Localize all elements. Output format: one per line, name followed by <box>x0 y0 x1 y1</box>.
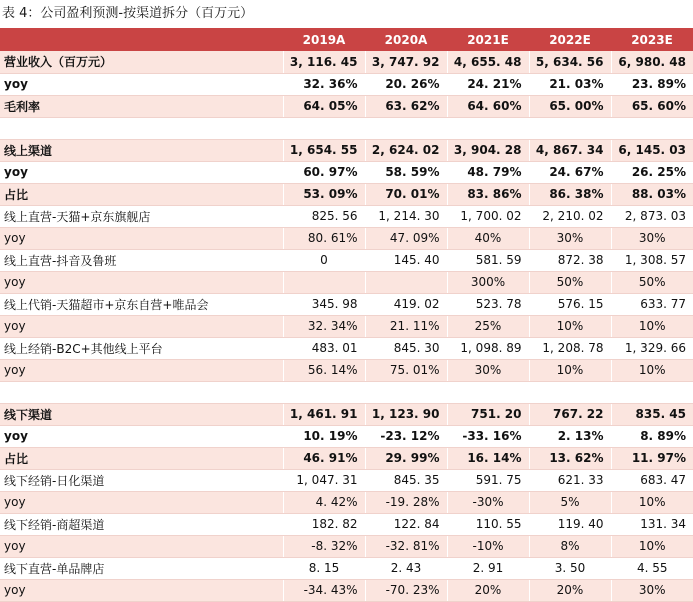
table-row <box>0 249 693 271</box>
value-cell: 5% <box>529 491 611 513</box>
value-cell: 53. 09% <box>283 183 365 205</box>
value-cell: 872. 38 <box>529 249 611 271</box>
value-cell: 80. 61% <box>283 227 365 249</box>
table-row <box>0 183 693 205</box>
row-label: 线上渠道 <box>0 139 283 161</box>
value-cell: 46. 91% <box>283 447 365 469</box>
value-cell <box>365 117 447 139</box>
value-cell <box>283 271 365 293</box>
row-label: 线上经销-B2C+其他线上平台 <box>0 337 283 359</box>
value-cell: 16. 14% <box>447 447 529 469</box>
row-label: 线下直营-单品牌店 <box>0 557 283 579</box>
value-cell <box>283 117 365 139</box>
value-cell: 4, 867. 34 <box>529 139 611 161</box>
value-cell: 60. 97% <box>283 161 365 183</box>
value-cell: 1, 208. 78 <box>529 337 611 359</box>
value-cell: 30% <box>611 227 693 249</box>
row-label: 占比 <box>0 183 283 205</box>
value-cell: -34. 43% <box>283 579 365 601</box>
value-cell: 1, 308. 57 <box>611 249 693 271</box>
row-label: yoy <box>0 579 283 601</box>
value-cell: 32. 36% <box>283 73 365 95</box>
value-cell: 63. 62% <box>365 95 447 117</box>
value-cell: 65. 60% <box>611 95 693 117</box>
value-cell: 21. 11% <box>365 315 447 337</box>
value-cell: 83. 86% <box>447 183 529 205</box>
value-cell: 2. 91 <box>447 557 529 579</box>
row-label: yoy <box>0 535 283 557</box>
value-cell: 20% <box>529 579 611 601</box>
value-cell: 6, 145. 03 <box>611 139 693 161</box>
header-cell-label <box>0 28 283 51</box>
value-cell <box>529 381 611 403</box>
row-label: yoy <box>0 161 283 183</box>
value-cell: 1, 047. 31 <box>283 469 365 491</box>
table-body <box>0 51 693 601</box>
row-label: 线下经销-商超渠道 <box>0 513 283 535</box>
row-label: 线上直营-抖音及鲁班 <box>0 249 283 271</box>
value-cell: -19. 28% <box>365 491 447 513</box>
table-row <box>0 513 693 535</box>
value-cell: 58. 59% <box>365 161 447 183</box>
value-cell: -10% <box>447 535 529 557</box>
value-cell: 24. 67% <box>529 161 611 183</box>
value-cell: 10% <box>611 535 693 557</box>
value-cell: 4, 655. 48 <box>447 51 529 73</box>
header-cell-2022e: 2022E <box>529 28 611 51</box>
value-cell: 591. 75 <box>447 469 529 491</box>
table-row <box>0 161 693 183</box>
value-cell: 10% <box>611 315 693 337</box>
table-row <box>0 293 693 315</box>
value-cell: 1, 214. 30 <box>365 205 447 227</box>
value-cell: 8% <box>529 535 611 557</box>
table-row <box>0 73 693 95</box>
value-cell <box>529 117 611 139</box>
value-cell <box>611 381 693 403</box>
header-cell-2020a: 2020A <box>365 28 447 51</box>
table-row <box>0 205 693 227</box>
value-cell: 24. 21% <box>447 73 529 95</box>
value-cell: 2, 210. 02 <box>529 205 611 227</box>
value-cell: 48. 79% <box>447 161 529 183</box>
value-cell: 2. 43 <box>365 557 447 579</box>
row-label: yoy <box>0 73 283 95</box>
value-cell: 20. 26% <box>365 73 447 95</box>
value-cell: 300% <box>447 271 529 293</box>
value-cell: -23. 12% <box>365 425 447 447</box>
value-cell: 21. 03% <box>529 73 611 95</box>
value-cell: 2, 624. 02 <box>365 139 447 161</box>
value-cell: 1, 461. 91 <box>283 403 365 425</box>
value-cell: 119. 40 <box>529 513 611 535</box>
value-cell: 1, 654. 55 <box>283 139 365 161</box>
table-row <box>0 579 693 601</box>
table-row <box>0 51 693 73</box>
value-cell: 0 <box>283 249 365 271</box>
table-caption: 表 4：公司盈利预测-按渠道拆分（百万元） <box>2 6 254 21</box>
value-cell <box>611 117 693 139</box>
value-cell: 345. 98 <box>283 293 365 315</box>
value-cell: 845. 35 <box>365 469 447 491</box>
value-cell: 23. 89% <box>611 73 693 95</box>
value-cell: 835. 45 <box>611 403 693 425</box>
value-cell: 30% <box>611 579 693 601</box>
table-row <box>0 227 693 249</box>
value-cell: 523. 78 <box>447 293 529 315</box>
value-cell: 10% <box>529 359 611 381</box>
value-cell: 3, 116. 45 <box>283 51 365 73</box>
value-cell: 56. 14% <box>283 359 365 381</box>
value-cell: 13. 62% <box>529 447 611 469</box>
value-cell: 4. 42% <box>283 491 365 513</box>
value-cell: 576. 15 <box>529 293 611 315</box>
row-label: yoy <box>0 271 283 293</box>
value-cell: 5, 634. 56 <box>529 51 611 73</box>
value-cell <box>283 381 365 403</box>
value-cell: 26. 25% <box>611 161 693 183</box>
value-cell: 633. 77 <box>611 293 693 315</box>
value-cell: 767. 22 <box>529 403 611 425</box>
table-row <box>0 139 693 161</box>
value-cell: 8. 15 <box>283 557 365 579</box>
value-cell: 683. 47 <box>611 469 693 491</box>
value-cell <box>447 117 529 139</box>
table-row <box>0 557 693 579</box>
row-label: 线下渠道 <box>0 403 283 425</box>
value-cell: 29. 99% <box>365 447 447 469</box>
row-label: 占比 <box>0 447 283 469</box>
value-cell <box>447 381 529 403</box>
value-cell: 3, 904. 28 <box>447 139 529 161</box>
value-cell: 581. 59 <box>447 249 529 271</box>
value-cell: 50% <box>529 271 611 293</box>
value-cell: 64. 60% <box>447 95 529 117</box>
table-row <box>0 469 693 491</box>
row-label: 营业收入（百万元） <box>0 51 283 73</box>
value-cell: -30% <box>447 491 529 513</box>
value-cell: 25% <box>447 315 529 337</box>
table-row <box>0 381 693 403</box>
value-cell: 10. 19% <box>283 425 365 447</box>
value-cell: 845. 30 <box>365 337 447 359</box>
value-cell: 145. 40 <box>365 249 447 271</box>
value-cell: 751. 20 <box>447 403 529 425</box>
value-cell: 10% <box>611 359 693 381</box>
value-cell: 2, 873. 03 <box>611 205 693 227</box>
value-cell: 131. 34 <box>611 513 693 535</box>
value-cell: 10% <box>611 491 693 513</box>
row-label <box>0 381 283 403</box>
row-label: yoy <box>0 359 283 381</box>
row-label: 线下经销-日化渠道 <box>0 469 283 491</box>
row-label: yoy <box>0 425 283 447</box>
table-row <box>0 403 693 425</box>
table-row <box>0 271 693 293</box>
value-cell: 86. 38% <box>529 183 611 205</box>
row-label <box>0 117 283 139</box>
header-row <box>0 28 693 51</box>
value-cell: 75. 01% <box>365 359 447 381</box>
table-row <box>0 447 693 469</box>
value-cell: 1, 329. 66 <box>611 337 693 359</box>
value-cell: -70. 23% <box>365 579 447 601</box>
value-cell <box>365 381 447 403</box>
table-row <box>0 491 693 513</box>
value-cell: -32. 81% <box>365 535 447 557</box>
value-cell: 1, 123. 90 <box>365 403 447 425</box>
value-cell: 11. 97% <box>611 447 693 469</box>
value-cell: 70. 01% <box>365 183 447 205</box>
table-row <box>0 315 693 337</box>
value-cell: 30% <box>447 359 529 381</box>
value-cell: 30% <box>529 227 611 249</box>
value-cell: 8. 89% <box>611 425 693 447</box>
value-cell: -8. 32% <box>283 535 365 557</box>
value-cell: 50% <box>611 271 693 293</box>
row-label: 线上直营-天猫+京东旗舰店 <box>0 205 283 227</box>
value-cell: 621. 33 <box>529 469 611 491</box>
header-cell-2019a: 2019A <box>283 28 365 51</box>
table-row <box>0 95 693 117</box>
row-label: yoy <box>0 227 283 249</box>
value-cell: 64. 05% <box>283 95 365 117</box>
row-label: 毛利率 <box>0 95 283 117</box>
value-cell: 3, 747. 92 <box>365 51 447 73</box>
table-row <box>0 535 693 557</box>
value-cell: 2. 13% <box>529 425 611 447</box>
value-cell: 65. 00% <box>529 95 611 117</box>
value-cell <box>365 271 447 293</box>
value-cell: 122. 84 <box>365 513 447 535</box>
table-row <box>0 425 693 447</box>
table-row <box>0 117 693 139</box>
row-label: yoy <box>0 491 283 513</box>
value-cell: 40% <box>447 227 529 249</box>
value-cell: 110. 55 <box>447 513 529 535</box>
value-cell: 3. 50 <box>529 557 611 579</box>
table-row <box>0 337 693 359</box>
value-cell: 1, 098. 89 <box>447 337 529 359</box>
value-cell: 1, 700. 02 <box>447 205 529 227</box>
value-cell: 88. 03% <box>611 183 693 205</box>
value-cell: 825. 56 <box>283 205 365 227</box>
value-cell: 4. 55 <box>611 557 693 579</box>
value-cell: 483. 01 <box>283 337 365 359</box>
value-cell: 20% <box>447 579 529 601</box>
value-cell: 10% <box>529 315 611 337</box>
row-label: 线上代销-天猫超市+京东自营+唯品会 <box>0 293 283 315</box>
value-cell: 419. 02 <box>365 293 447 315</box>
header-cell-2023e: 2023E <box>611 28 693 51</box>
value-cell: 182. 82 <box>283 513 365 535</box>
forecast-table <box>0 28 693 602</box>
value-cell: -33. 16% <box>447 425 529 447</box>
header-cell-2021e: 2021E <box>447 28 529 51</box>
table-row <box>0 359 693 381</box>
value-cell: 47. 09% <box>365 227 447 249</box>
value-cell: 6, 980. 48 <box>611 51 693 73</box>
row-label: yoy <box>0 315 283 337</box>
value-cell: 32. 34% <box>283 315 365 337</box>
